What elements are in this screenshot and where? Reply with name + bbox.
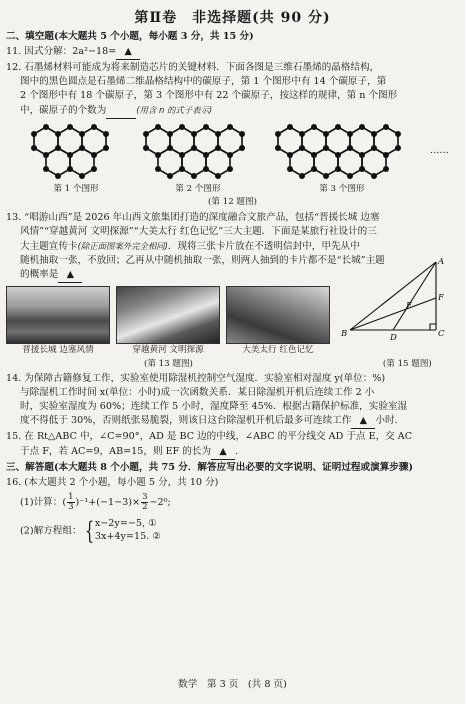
equation-2: 3x+4y=15. ② xyxy=(94,530,161,542)
photo-card-taihang-label: 大美太行 红色记忆 xyxy=(242,345,314,356)
graphene-ellipsis: …… xyxy=(429,145,449,157)
question-11-text: 11. 因式分解：2a²−18= xyxy=(6,45,117,57)
question-15-line-1: 15. 在 Rt△ABC 中，∠C=90°，AD 是 BC 边的中线，∠ABC 的平分线交 AD 于点 E，交 AC xyxy=(6,431,413,443)
photo-card-taihang xyxy=(226,286,330,357)
question-12-line-1: 12. 石墨烯材料可能成为将来制造芯片的关键材料．下面各图是三维石墨烯的晶格结构， xyxy=(6,62,380,74)
question-15-line-2: 于点 F，若 AC=9，AB=15，则 EF 的长为 ▲ . xyxy=(6,445,459,460)
question-11 xyxy=(6,45,459,60)
point-f-label: F xyxy=(438,293,444,304)
graphene-figure-3 xyxy=(274,121,410,196)
question-13 xyxy=(6,211,459,370)
photo-card-great-wall-label: 晋援长城 边塞风情 xyxy=(22,345,94,356)
question-14-line-2: 与除湿机工作时间 x(单位：小时)成一次函数关系．某日除湿机开机后连续工作 2 小 xyxy=(20,386,375,398)
question-14-line-4: 度不得低于 30%，否则纸张易脆裂，则该日这台除湿机开机后最多可连续工作 ▲ 小时. xyxy=(6,414,459,429)
yellow-river-photo xyxy=(116,286,220,344)
graphene-figure-2-label: 第 2 个图形 xyxy=(175,183,221,194)
page-footer: 数学 第 3 页 (共 8 页) xyxy=(178,679,287,690)
graphene-figure-2 xyxy=(142,121,254,196)
graphene-figure-1 xyxy=(30,121,122,196)
point-c-label: C xyxy=(438,329,445,340)
photo-card-yellow-river xyxy=(116,286,220,357)
question-13-line-5: 的概率是 ▲ xyxy=(6,268,459,283)
question-13-line-1: 13. “唱游山西”是 2026 年山西文旅集团打造的深度融合文旅产品，包括“晋援长城 边塞 xyxy=(6,212,380,224)
question-13-hint: (除正面图案外完全相同) xyxy=(77,240,168,251)
great-wall-photo xyxy=(6,286,110,344)
photo-card-yellow-river-label: 穿越黄河 文明探源 xyxy=(132,345,204,356)
graphene-figure-3-label: 第 3 个图形 xyxy=(319,183,365,194)
equation-1: x−2y=−5, ① xyxy=(94,518,157,529)
question-15 xyxy=(6,430,459,459)
question-12-line-4: 中，碳原子的个数为 (用含 n 的式子表示) xyxy=(6,104,459,119)
question-14-line-1: 14. 为保障古籍修复工作，实验室使用除湿机控制空气湿度．实验室相对湿度 y(单位：%) xyxy=(6,372,386,384)
point-d-label: D xyxy=(390,333,397,343)
question-13-line-2: 风情”“穿越黄河 文明探源”“大美太行 红色记忆”三大主题．下面是某旅行社设计的三 xyxy=(20,226,377,238)
graphene-lattice-2 xyxy=(142,121,254,183)
question-12 xyxy=(6,61,459,208)
point-a-label: A xyxy=(438,257,445,268)
question-15-blank[interactable]: ▲ xyxy=(211,445,235,460)
question-13-line-4: 随机抽取一张，不放回；乙再从中随机抽取一张，则两人抽到的卡片都不是“长城”主题 xyxy=(20,254,385,266)
question-13-figure-caption: (第 13 题图) xyxy=(144,358,193,369)
photo-card-great-wall xyxy=(6,286,110,357)
exam-page xyxy=(6,8,459,545)
section-title: 第Ⅱ卷 非选择题(共 90 分) xyxy=(134,10,331,26)
triangle-abc-diagram xyxy=(338,256,458,342)
graphene-lattice-1 xyxy=(30,121,122,183)
question-16 xyxy=(6,476,459,544)
point-b-label: B xyxy=(341,329,348,340)
question-12-line-2: 图中的黑色圆点是石墨烯二维晶格结构中的碳原子，第 1 个图形中有 14 个碳原子，第 xyxy=(20,76,387,88)
solution-section-heading: 三、解答题(本大题共 8 个小题，共 75 分．解答应写出必要的文字说明、证明过程或演算步骤) xyxy=(6,461,414,473)
graphene-figures xyxy=(6,121,459,196)
question-12-blank[interactable] xyxy=(106,104,136,119)
graphene-lattice-3 xyxy=(274,121,410,183)
question-14-line-3: 时，实验室湿度为 60%；连续工作 5 小时，湿度降至 45%．根据古籍保护标准，实验室湿 xyxy=(20,401,408,413)
taihang-photo xyxy=(226,286,330,344)
question-13-blank[interactable]: ▲ xyxy=(58,268,82,283)
question-16-part-1: (1)计算：( $\frac{1}{3}$ )⁻¹+(−1−3)× $\frac{3}{2}$ −2⁰; xyxy=(20,492,171,513)
fraction-three-halves: $\frac{3}{2}$ xyxy=(142,492,148,513)
question-16-part-2: (2)解方程组： { x−2y=−5, ① 3x+4y=15. ② xyxy=(20,516,161,545)
question-12-hint: (用含 n 的式子表示) xyxy=(136,104,213,115)
question-14 xyxy=(6,372,459,430)
point-e-label: E xyxy=(406,301,413,312)
graphene-figure-1-label: 第 1 个图形 xyxy=(53,183,99,194)
fraction-one-third: $\frac{1}{3}$ xyxy=(68,492,74,513)
question-12-figure-caption: (第 12 题图) xyxy=(208,196,257,207)
question-15-figure-caption: (第 15 题图) xyxy=(382,358,432,369)
fill-blank-section-heading: 二、填空题(本大题共 5 个小题，每小题 3 分，共 15 分) xyxy=(6,30,254,42)
question-16-heading: 16. (本大题共 2 个小题，每小题 5 分，共 10 分) xyxy=(6,476,219,488)
question-11-blank[interactable]: ▲ xyxy=(116,45,140,60)
question-14-blank[interactable]: ▲ xyxy=(351,414,375,429)
question-12-line-3: 2 个图形中有 18 个碳原子，第 3 个图形中有 22 个碳原子，按这样的规律，第 n 个图形 xyxy=(20,90,398,102)
triangle-figure-15 xyxy=(338,256,458,342)
equation-system: { x−2y=−5, ① 3x+4y=15. ② xyxy=(84,516,161,545)
question-13-line-3: 大主题宣传卡(除正面图案外完全相同)．现将三张卡片放在不透明信封中，甲先从中 xyxy=(20,240,360,252)
